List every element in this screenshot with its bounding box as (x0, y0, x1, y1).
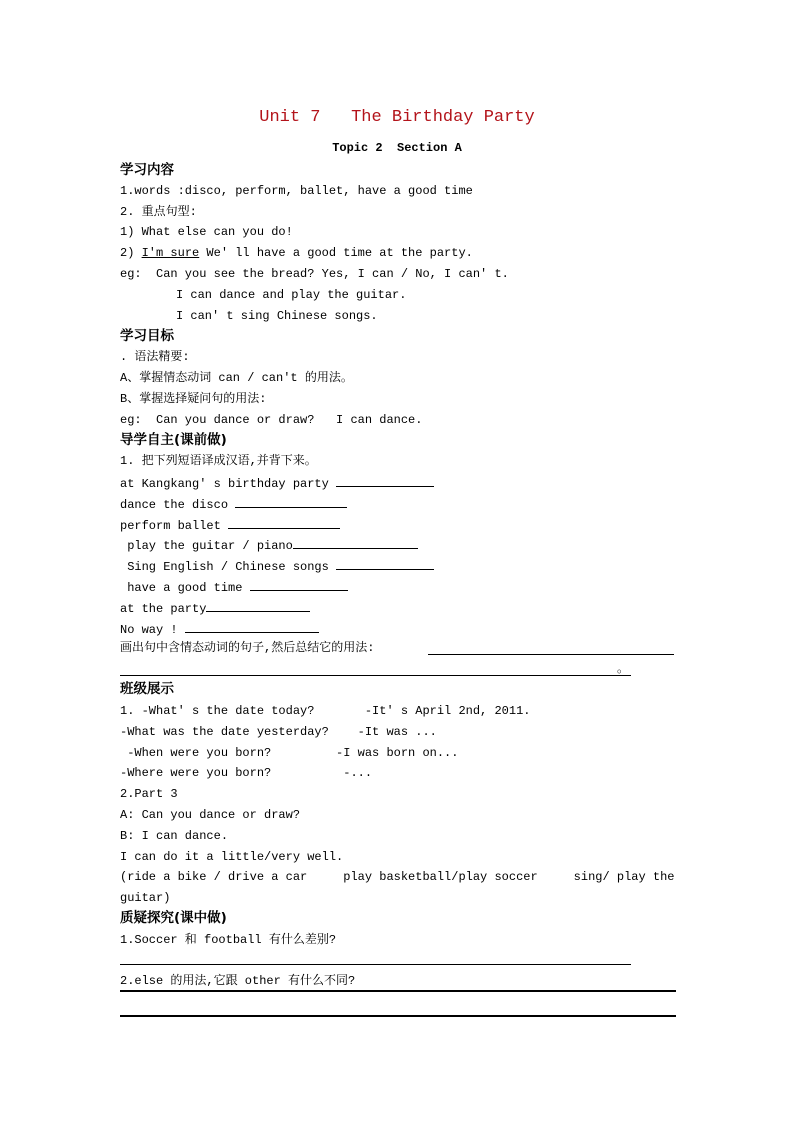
phrase-text: Sing English / Chinese songs (120, 560, 337, 574)
sentence-2-rest: We' ll have a good time at the party. (199, 246, 473, 260)
phrase-item (120, 516, 340, 534)
answer-blank[interactable] (250, 578, 348, 591)
goal-a: A、掌握情态动词 can / can't 的用法。 (120, 371, 353, 385)
phrase-item (120, 474, 434, 492)
part-label: 2.Part 3 (120, 787, 178, 801)
dialog-line: A: Can you dance or draw? (120, 808, 301, 822)
dialog-line: 1. -What' s the date today? -It' s April 2nd, 2011. (120, 704, 531, 718)
goal-example: eg: Can you dance or draw? I can dance. (120, 413, 423, 427)
grammar-label: . 语法精要: (120, 350, 190, 364)
section-heading-class-display: 班级展示 (120, 681, 174, 697)
answer-blank[interactable] (185, 620, 319, 633)
phrase-item (120, 599, 310, 617)
sentence-2 (120, 245, 473, 261)
phrase-text: dance the disco (120, 498, 236, 512)
phrase-text: at Kangkang' s birthday party (120, 477, 337, 491)
phrase-item (120, 557, 434, 575)
answer-line[interactable] (120, 964, 631, 965)
document-title: Unit 7 The Birthday Party (259, 108, 535, 127)
period-mark: 。 (617, 662, 630, 676)
document-subtitle: Topic 2 Section A (332, 141, 462, 155)
dialog-line: -Where were you born? -... (120, 766, 373, 780)
activity-options: (ride a bike / drive a car play basketball/play soccer sing/ play the (120, 870, 675, 884)
activity-options-cont: guitar) (120, 891, 171, 905)
phrase-item (120, 495, 347, 513)
words-line: 1.words :disco, perform, ballet, have a good time (120, 184, 473, 198)
example-line-1: eg: Can you see the bread? Yes, I can / No, I can' t. (120, 267, 509, 281)
dialog-line: I can do it a little/very well. (120, 850, 344, 864)
answer-line[interactable] (120, 675, 631, 676)
question-1: 1.Soccer 和 football 有什么差别? (120, 933, 337, 947)
sentence-1: 1) What else can you do! (120, 225, 293, 239)
section-heading-preview: 导学自主(课前做) (120, 432, 227, 448)
phrase-text: perform ballet (120, 519, 229, 533)
dialog-line: -What was the date yesterday? -It was ... (120, 725, 437, 739)
phrase-text: have a good time (120, 581, 250, 595)
answer-blank[interactable] (206, 599, 310, 612)
sentence-2-number: 2) (120, 246, 142, 260)
answer-blank[interactable] (235, 495, 347, 508)
answer-line[interactable] (120, 990, 676, 992)
modal-verb-instruction: 画出句中含情态动词的句子,然后总结它的用法: (120, 641, 375, 655)
answer-blank[interactable] (293, 536, 418, 549)
sentence-2-underlined: I'm sure (141, 246, 200, 260)
answer-blank[interactable] (336, 557, 434, 570)
phrase-text: No way ! (120, 623, 185, 637)
translate-instruction: 1. 把下列短语译成汉语,并背下来。 (120, 454, 317, 468)
phrase-item (120, 536, 418, 554)
answer-blank[interactable] (228, 516, 340, 529)
answer-line[interactable] (120, 1015, 676, 1017)
section-heading-inquiry: 质疑探究(课中做) (120, 910, 227, 926)
answer-blank[interactable] (336, 474, 434, 487)
question-2: 2.else 的用法,它跟 other 有什么不同? (120, 974, 356, 988)
answer-line[interactable] (428, 654, 674, 655)
phrase-text: play the guitar / piano (120, 539, 293, 553)
section-heading-content: 学习内容 (120, 162, 174, 178)
phrase-item (120, 578, 348, 596)
section-heading-goals: 学习目标 (120, 328, 174, 344)
phrase-text: at the party (120, 602, 207, 616)
phrase-item (120, 620, 319, 638)
example-line-2: I can dance and play the guitar. (176, 288, 407, 302)
key-sentences-label: 2. 重点句型: (120, 205, 197, 219)
dialog-line: -When were you born? -I was born on... (120, 746, 459, 760)
example-line-3: I can' t sing Chinese songs. (176, 309, 378, 323)
goal-b: B、掌握选择疑问句的用法: (120, 392, 267, 406)
dialog-line: B: I can dance. (120, 829, 229, 843)
